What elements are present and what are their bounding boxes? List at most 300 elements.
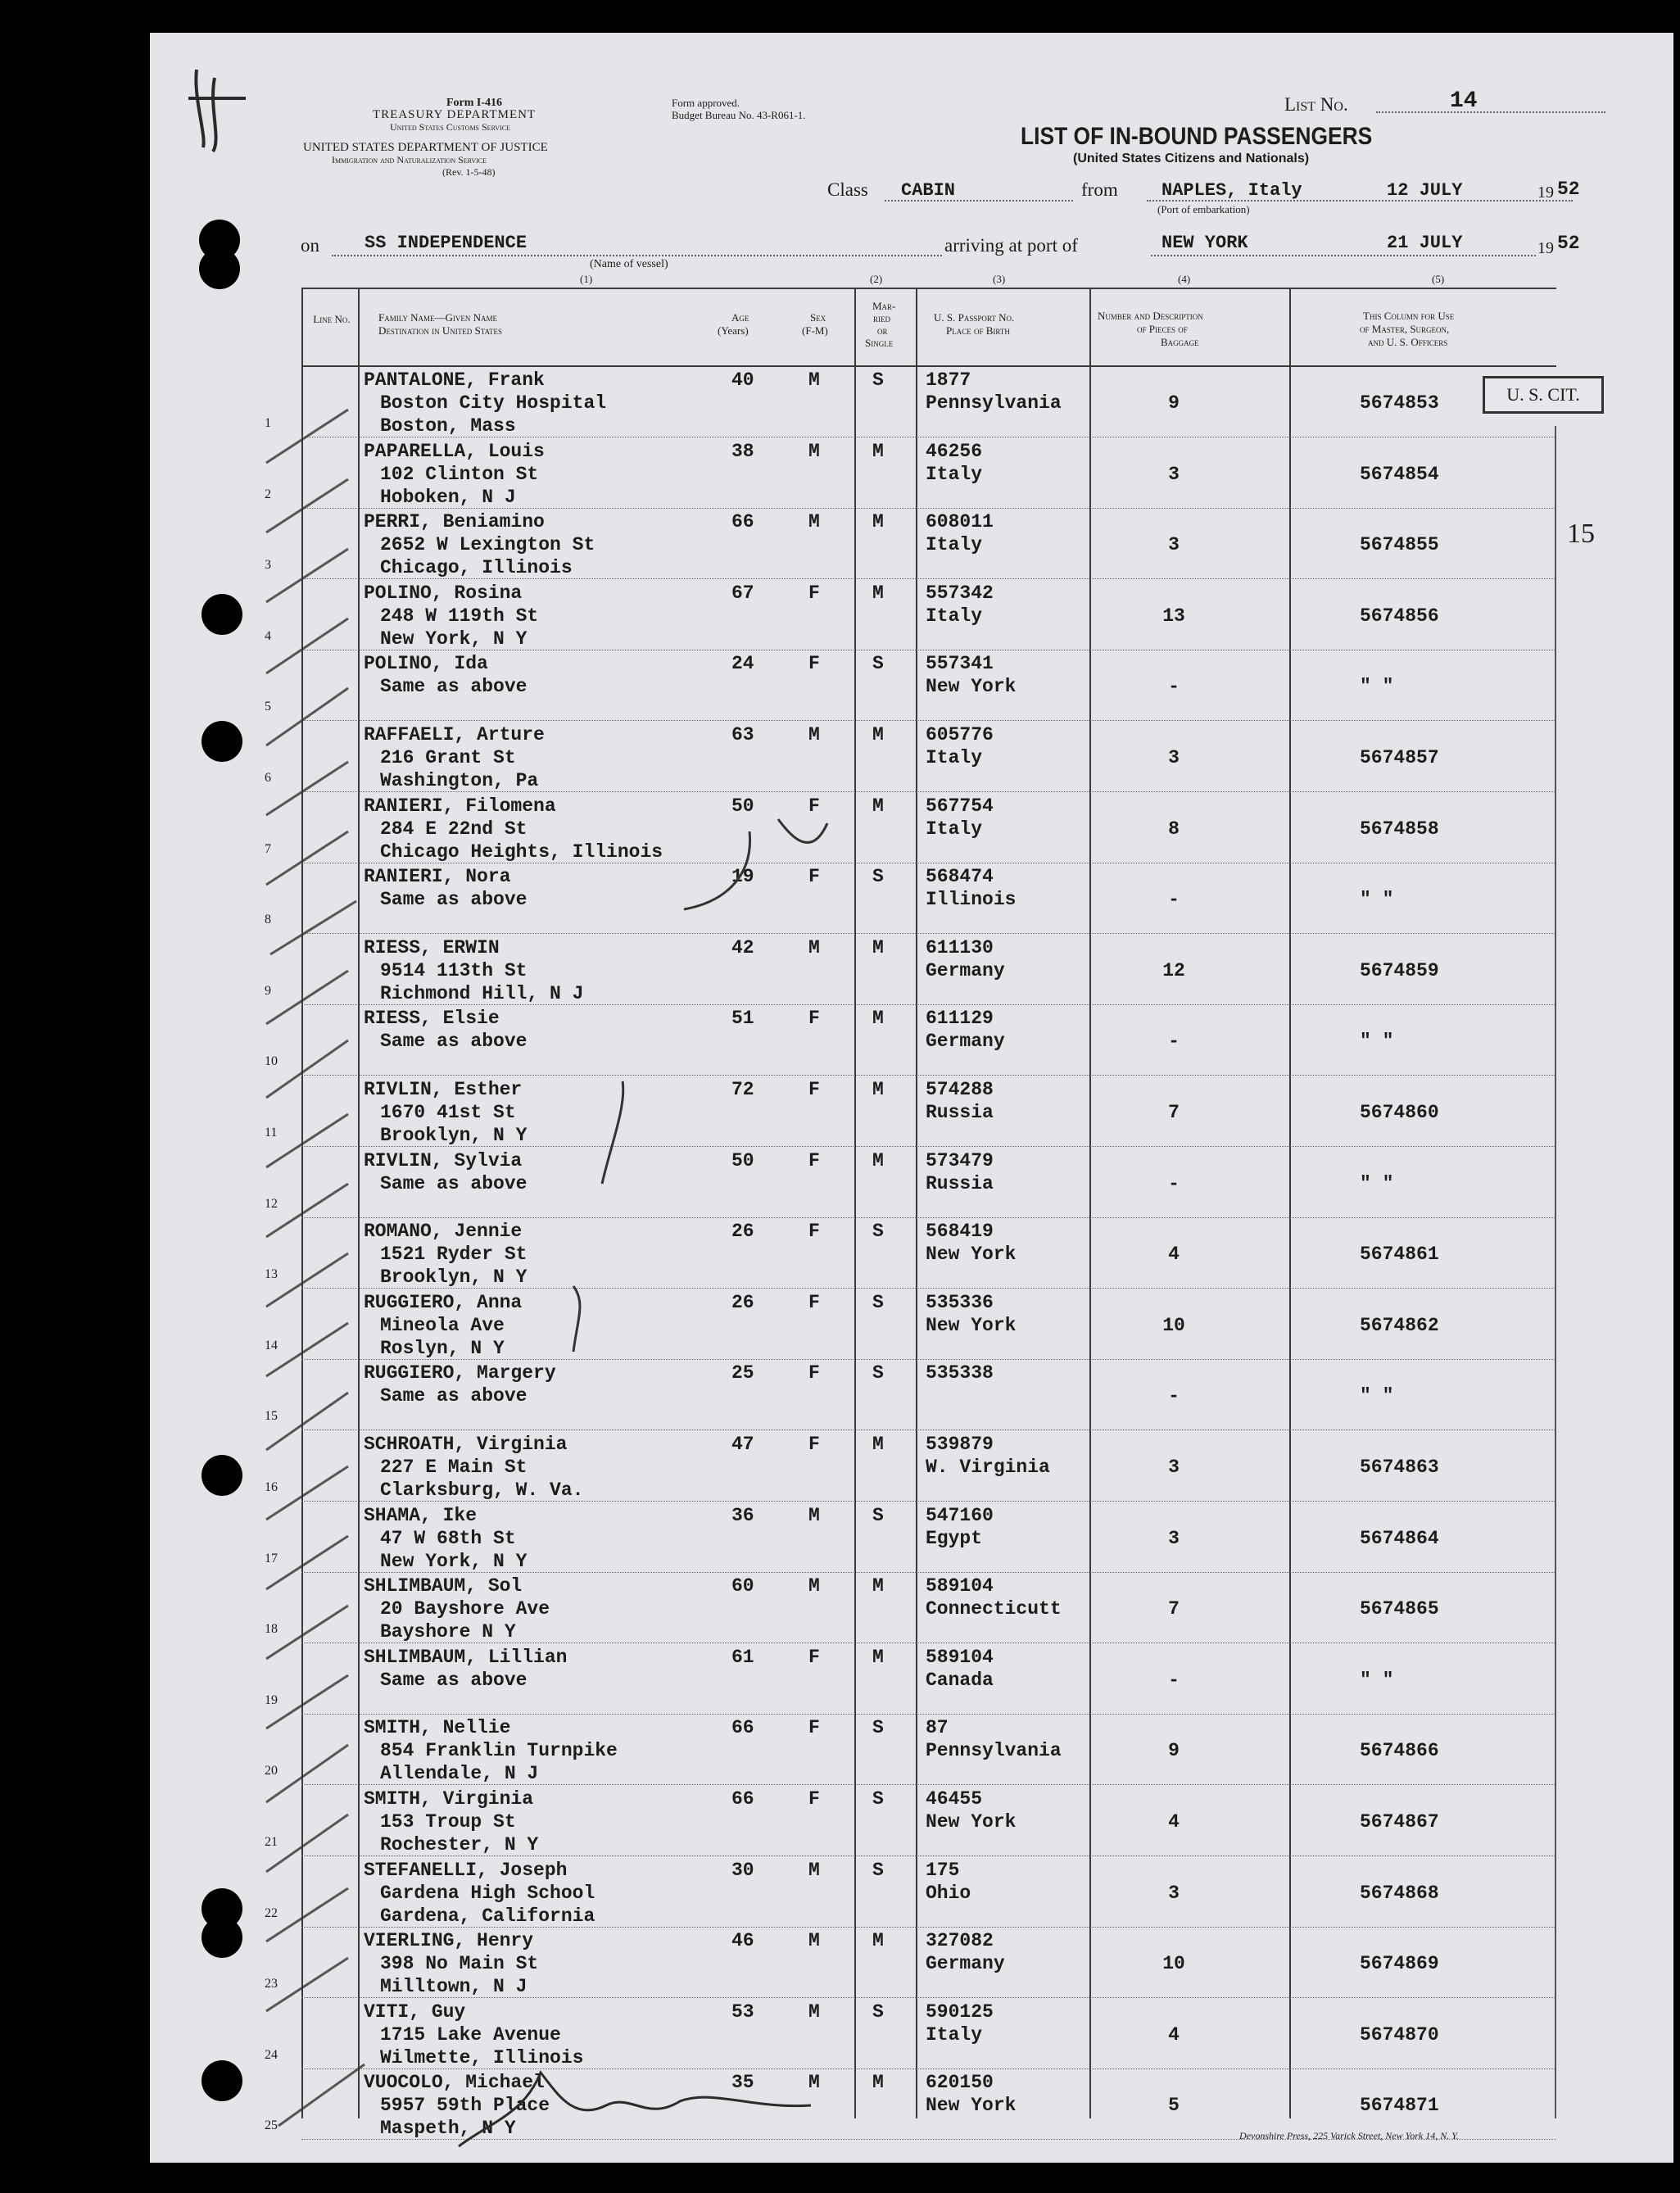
ins-service: Immigration and Naturalization Service: [332, 154, 487, 165]
marital-status: M: [872, 724, 884, 745]
us-cit-stamp: U. S. CIT.: [1483, 376, 1604, 414]
list-no-value: 14: [1450, 88, 1478, 114]
age: 46: [731, 1930, 754, 1952]
marital-status: S: [872, 1788, 884, 1810]
place-of-birth: Italy: [926, 605, 983, 627]
address-line-2: Chicago Heights, Illinois: [380, 840, 663, 863]
sex: M: [808, 1930, 820, 1952]
line-number: 24: [265, 2047, 278, 2062]
baggage-count: 7: [1168, 1598, 1180, 1620]
passport-number: 611129: [926, 1008, 994, 1030]
marital-status: M: [872, 440, 884, 462]
age: 24: [731, 653, 754, 675]
line-number: 21: [265, 1835, 278, 1849]
header-age: Age: [731, 311, 749, 324]
official-number: 5674863: [1360, 1457, 1439, 1478]
official-number: 5674862: [1360, 1314, 1439, 1336]
marital-status: M: [872, 511, 884, 533]
baggage-count: 3: [1168, 747, 1180, 768]
address-line-2: Rochester, N Y: [380, 1834, 539, 1855]
marital-status: S: [872, 2000, 884, 2023]
age: 50: [731, 1149, 754, 1171]
address-line-2: Brooklyn, N Y: [380, 1266, 528, 1289]
official-number: " ": [1360, 1031, 1394, 1053]
baggage-count: 3: [1168, 1527, 1180, 1549]
address-line-1: 1670 41st St: [380, 1102, 516, 1123]
baggage-count: 4: [1168, 1244, 1180, 1266]
address-line-1: 854 Franklin Turnpike: [380, 1740, 618, 1762]
age: 60: [731, 1575, 754, 1597]
passport-number: 539879: [926, 1434, 994, 1455]
address-line-1: 227 E Main St: [380, 1457, 528, 1478]
address-line-1: 102 Clinton St: [380, 463, 539, 485]
sex: F: [808, 1646, 820, 1668]
address-line-1: Same as above: [380, 1031, 528, 1053]
address-line-2: Gardena, California: [380, 1905, 595, 1927]
address-line-2: Wilmette, Illinois: [380, 2046, 584, 2068]
sex: F: [808, 653, 820, 675]
customs-service: United States Customs Service: [390, 121, 510, 133]
official-number: 5674865: [1360, 1598, 1439, 1620]
address-line-1: Same as above: [380, 676, 528, 698]
baggage-count: 7: [1168, 1102, 1180, 1123]
passenger-name: PAPARELLA, Louis: [364, 440, 545, 462]
line-number: 16: [265, 1480, 278, 1494]
sex: M: [808, 511, 820, 533]
address-line-1: 284 E 22nd St: [380, 818, 528, 840]
arrival-year: 52: [1557, 233, 1580, 254]
place-of-birth: Germany: [926, 1953, 1005, 1975]
place-of-birth: Russia: [926, 1102, 994, 1123]
vessel-note: (Name of vessel): [590, 258, 668, 270]
line-number: 12: [265, 1196, 278, 1211]
address-line-1: Same as above: [380, 1669, 528, 1691]
line-number: 18: [265, 1622, 278, 1637]
marital-status: S: [872, 1717, 884, 1739]
baggage-count: 13: [1162, 605, 1185, 627]
passport-number: 589104: [926, 1646, 994, 1668]
passenger-name: RUGGIERO, Anna: [364, 1291, 523, 1313]
baggage-count: 3: [1168, 463, 1180, 485]
baggage-count: 4: [1168, 1811, 1180, 1833]
from-year: 52: [1557, 179, 1580, 200]
line-number: 22: [265, 1905, 278, 1920]
age: 61: [731, 1646, 754, 1668]
address-line-2: Richmond Hill, N J: [380, 982, 584, 1004]
baggage-count: 10: [1162, 1953, 1185, 1975]
line-number: 14: [265, 1338, 278, 1353]
age: 72: [731, 1079, 754, 1100]
marital-status: M: [872, 1646, 884, 1668]
col-num-2: (2): [870, 273, 883, 285]
header-sex: Sex: [810, 311, 826, 324]
official-number: " ": [1360, 1669, 1394, 1691]
baggage-count: 5: [1168, 2095, 1180, 2117]
sex: F: [808, 1149, 820, 1171]
passenger-name: RANIERI, Nora: [364, 866, 511, 888]
baggage-count: 9: [1168, 1740, 1180, 1762]
official-number: 5674871: [1360, 2095, 1439, 2117]
address-line-1: 153 Troup St: [380, 1811, 516, 1833]
on-label: on: [301, 235, 319, 256]
header-single: Single: [865, 337, 894, 349]
age: 25: [731, 1362, 754, 1384]
marital-status: M: [872, 1008, 884, 1030]
col-num-4: (4): [1178, 273, 1191, 285]
passenger-name: SCHROATH, Virginia: [364, 1434, 568, 1455]
place-of-birth: Italy: [926, 463, 983, 485]
address-line-2: Chicago, Illinois: [380, 557, 573, 579]
sex: F: [808, 1362, 820, 1384]
passport-number: 590125: [926, 2000, 994, 2023]
place-of-birth: Pennsylvania: [926, 1740, 1062, 1762]
age: 38: [731, 440, 754, 462]
header-destination: Destination in United States: [378, 324, 503, 337]
baggage-count: 12: [1162, 959, 1185, 981]
official-number: 5674856: [1360, 605, 1439, 627]
address-line-2: Clarksburg, W. Va.: [380, 1479, 584, 1501]
age: 66: [731, 511, 754, 533]
sex: M: [808, 936, 820, 958]
passport-number: 557341: [926, 653, 994, 675]
passenger-name: STEFANELLI, Joseph: [364, 1859, 568, 1881]
address-line-1: Boston City Hospital: [380, 392, 607, 414]
sex: F: [808, 1434, 820, 1455]
sex: F: [808, 866, 820, 888]
header-passport: U. S. Passport No.: [934, 311, 1015, 324]
passport-number: 175: [926, 1859, 960, 1881]
sex: F: [808, 582, 820, 604]
sex: F: [808, 1291, 820, 1313]
passport-number: 327082: [926, 1930, 994, 1952]
place-of-birth: New York: [926, 1244, 1017, 1266]
official-number: 5674854: [1360, 463, 1439, 485]
sex: F: [808, 1717, 820, 1739]
passenger-name: SHLIMBAUM, Lillian: [364, 1646, 568, 1668]
address-line-1: 216 Grant St: [380, 747, 516, 768]
vessel-name: SS INDEPENDENCE: [365, 233, 528, 253]
address-line-1: 20 Bayshore Ave: [380, 1598, 550, 1620]
age: 26: [731, 1291, 754, 1313]
official-number: 5674864: [1360, 1527, 1439, 1549]
address-line-2: Bayshore N Y: [380, 1621, 516, 1643]
marital-status: S: [872, 653, 884, 675]
address-line-1: 1715 Lake Avenue: [380, 2023, 561, 2046]
place-of-birth: Germany: [926, 1031, 1005, 1053]
line-number: 23: [265, 1977, 278, 1991]
official-number: 5674870: [1360, 2023, 1439, 2046]
address-line-1: Same as above: [380, 889, 528, 911]
header-birthplace: Place of Birth: [946, 324, 1010, 337]
marital-status: M: [872, 1575, 884, 1597]
official-number: 5674853: [1360, 392, 1439, 414]
age: 36: [731, 1504, 754, 1526]
line-number: 6: [265, 771, 271, 785]
address-line-2: Hoboken, N J: [380, 486, 516, 508]
from-date: 12 JULY: [1387, 180, 1463, 201]
passenger-name: SHAMA, Ike: [364, 1504, 478, 1526]
header-baggage-3: Baggage: [1161, 336, 1199, 348]
age: 66: [731, 1788, 754, 1810]
marital-status: S: [872, 1504, 884, 1526]
form-approved: Form approved.: [672, 97, 740, 109]
passenger-name: RIVLIN, Esther: [364, 1079, 523, 1100]
baggage-count: -: [1168, 1172, 1180, 1194]
age: 50: [731, 795, 754, 817]
passport-number: 620150: [926, 2072, 994, 2094]
baggage-count: -: [1168, 1031, 1180, 1053]
place-of-birth: Italy: [926, 818, 983, 840]
passenger-name: RANIERI, Filomena: [364, 795, 556, 817]
line-number: 7: [265, 841, 271, 856]
official-number: 5674866: [1360, 1740, 1439, 1762]
line-number: 2: [265, 487, 271, 501]
port-embark-note: (Port of embarkation): [1157, 203, 1250, 215]
revision: (Rev. 1-5-48): [442, 166, 496, 178]
line-number: 4: [265, 628, 271, 643]
passport-number: 608011: [926, 511, 994, 533]
line-number: 15: [265, 1409, 278, 1424]
passenger-name: RIESS, ERWIN: [364, 936, 500, 958]
address-line-2: Allendale, N J: [380, 1763, 539, 1785]
sex: F: [808, 1079, 820, 1100]
marital-status: S: [872, 1362, 884, 1384]
address-line-2: Brooklyn, N Y: [380, 1125, 528, 1146]
passport-number: 46455: [926, 1788, 983, 1810]
place-of-birth: New York: [926, 1314, 1017, 1336]
address-line-1: Gardena High School: [380, 1882, 595, 1904]
line-number: 17: [265, 1551, 278, 1565]
baggage-count: -: [1168, 889, 1180, 911]
age: 63: [731, 724, 754, 745]
form-title: LIST OF IN-BOUND PASSENGERS: [1021, 123, 1373, 150]
class-value: CABIN: [901, 180, 956, 201]
header-official: This Column for Use: [1363, 310, 1455, 322]
line-number: 3: [265, 558, 271, 573]
official-number: 5674868: [1360, 1882, 1439, 1904]
marital-status: M: [872, 1149, 884, 1171]
sex: F: [808, 795, 820, 817]
place-of-birth: W. Virginia: [926, 1457, 1050, 1478]
header-married-3: or: [877, 324, 888, 337]
baggage-count: -: [1168, 676, 1180, 698]
check-marks: [266, 410, 365, 2126]
passenger-name: RUGGIERO, Margery: [364, 1362, 556, 1384]
sex: M: [808, 724, 820, 745]
official-number: 5674859: [1360, 959, 1439, 981]
address-line-2: Maspeth, N Y: [380, 2118, 516, 2140]
line-number: 10: [265, 1054, 278, 1069]
address-line-1: 5957 59th Place: [380, 2095, 550, 2117]
age: 51: [731, 1008, 754, 1030]
passenger-name: POLINO, Rosina: [364, 582, 523, 604]
from-port: NAPLES, Italy: [1162, 180, 1302, 201]
marital-status: M: [872, 936, 884, 958]
header-sex-fm: (F-M): [802, 324, 828, 337]
arrival-date: 21 JULY: [1387, 233, 1463, 253]
baggage-count: -: [1168, 1669, 1180, 1691]
place-of-birth: Germany: [926, 959, 1005, 981]
marital-status: S: [872, 1859, 884, 1881]
passport-number: 568474: [926, 866, 994, 888]
sex: M: [808, 369, 820, 391]
place-of-birth: New York: [926, 1811, 1017, 1833]
marital-status: M: [872, 582, 884, 604]
age: 66: [731, 1717, 754, 1739]
address-line-1: 2652 W Lexington St: [380, 534, 595, 556]
passenger-name: SHLIMBAUM, Sol: [364, 1575, 523, 1597]
line-number: 19: [265, 1692, 278, 1707]
line-number: 1: [265, 416, 271, 430]
address-line-1: Same as above: [380, 1172, 528, 1194]
marital-status: S: [872, 369, 884, 391]
handwritten-signature: [459, 2073, 811, 2146]
place-of-birth: Connecticutt: [926, 1598, 1062, 1620]
place-of-birth: Pennsylvania: [926, 392, 1062, 414]
passenger-name: PERRI, Beniamino: [364, 511, 545, 533]
baggage-count: 9: [1168, 392, 1180, 414]
passenger-name: RIVLIN, Sylvia: [364, 1149, 523, 1171]
address-line-2: New York, N Y: [380, 1550, 528, 1572]
official-number: 5674858: [1360, 818, 1439, 840]
passenger-name: VITI, Guy: [364, 2000, 466, 2023]
justice-dept: UNITED STATES DEPARTMENT OF JUSTICE: [303, 141, 548, 154]
age: 47: [731, 1434, 754, 1455]
form-subtitle: (United States Citizens and Nationals): [1073, 152, 1310, 165]
passenger-name: SMITH, Virginia: [364, 1788, 534, 1810]
place-of-birth: Russia: [926, 1172, 994, 1194]
marital-status: S: [872, 866, 884, 888]
header-baggage-2: of Pieces of: [1137, 323, 1188, 335]
address-line-2: Washington, Pa: [380, 770, 539, 791]
passport-number: 535336: [926, 1291, 994, 1313]
official-number: 5674867: [1360, 1811, 1439, 1833]
marital-status: M: [872, 1930, 884, 1952]
line-number: 25: [265, 2118, 278, 2133]
address-line-1: Mineola Ave: [380, 1314, 505, 1336]
marital-status: M: [872, 2072, 884, 2094]
passport-number: 573479: [926, 1149, 994, 1171]
passport-number: 567754: [926, 795, 994, 817]
passport-number: 589104: [926, 1575, 994, 1597]
passport-number: 574288: [926, 1079, 994, 1100]
place-of-birth: Italy: [926, 2023, 983, 2046]
passport-number: 547160: [926, 1504, 994, 1526]
age: 53: [731, 2000, 754, 2023]
passport-number: 1877: [926, 369, 971, 391]
age: 40: [731, 369, 754, 391]
age: 42: [731, 936, 754, 958]
passport-number: 611130: [926, 936, 994, 958]
from-year-prefix: 19: [1537, 184, 1554, 202]
baggage-count: 4: [1168, 2023, 1180, 2046]
line-number: 20: [265, 1764, 278, 1778]
class-label: Class: [827, 179, 868, 200]
line-number: 5: [265, 700, 271, 714]
passenger-name: SMITH, Nellie: [364, 1717, 511, 1739]
sex: F: [808, 1008, 820, 1030]
address-line-1: 47 W 68th St: [380, 1527, 516, 1549]
age: 30: [731, 1859, 754, 1881]
place-of-birth: Illinois: [926, 889, 1017, 911]
address-line-2: New York, N Y: [380, 628, 528, 650]
list-no-label: List No.: [1284, 94, 1348, 115]
passenger-name: RIESS, Elsie: [364, 1008, 500, 1030]
header-name: Family Name—Given Name: [378, 311, 497, 324]
passenger-name: PANTALONE, Frank: [364, 369, 545, 391]
address-line-2: Boston, Mass: [380, 415, 516, 437]
from-label: from: [1081, 179, 1118, 200]
official-number: " ": [1360, 889, 1394, 911]
age: 67: [731, 582, 754, 604]
official-number: 5674860: [1360, 1102, 1439, 1123]
age: 35: [731, 2072, 754, 2094]
official-number: " ": [1360, 676, 1394, 698]
passport-number: 535338: [926, 1362, 994, 1384]
sex: M: [808, 440, 820, 462]
passport-number: 46256: [926, 440, 983, 462]
baggage-count: 8: [1168, 818, 1180, 840]
header-age-years: (Years): [718, 324, 749, 337]
official-number: 5674869: [1360, 1953, 1439, 1975]
sex: F: [808, 1221, 820, 1243]
address-line-1: 9514 113th St: [380, 959, 528, 981]
age: 26: [731, 1221, 754, 1243]
line-number: 13: [265, 1267, 278, 1282]
place-of-birth: Italy: [926, 747, 983, 768]
address-line-1: Same as above: [380, 1385, 528, 1407]
marital-status: M: [872, 1434, 884, 1455]
official-number: 5674857: [1360, 747, 1439, 768]
header-married-2: ried: [873, 312, 890, 324]
official-number: " ": [1360, 1385, 1394, 1407]
margin-page-number: 15: [1567, 519, 1595, 549]
address-line-1: 1521 Ryder St: [380, 1244, 528, 1266]
place-of-birth: Egypt: [926, 1527, 983, 1549]
form-number: Form I-416: [446, 97, 503, 109]
header-official-3: and U. S. Officers: [1368, 336, 1448, 348]
passport-number: 557342: [926, 582, 994, 604]
passenger-name: VIERLING, Henry: [364, 1930, 534, 1952]
address-line-2: Roslyn, N Y: [380, 1337, 505, 1359]
passenger-name: VUOCOLO, Michael: [364, 2072, 545, 2094]
treasury-dept: TREASURY DEPARTMENT: [373, 108, 537, 121]
age: 19: [731, 866, 754, 888]
place-of-birth: Italy: [926, 534, 983, 556]
col-num-3: (3): [993, 273, 1006, 285]
official-number: 5674855: [1360, 534, 1439, 556]
marital-status: S: [872, 1221, 884, 1243]
sex: M: [808, 1859, 820, 1881]
passport-number: 605776: [926, 724, 994, 745]
marital-status: M: [872, 795, 884, 817]
marital-status: S: [872, 1291, 884, 1313]
official-number: " ": [1360, 1172, 1394, 1194]
baggage-count: -: [1168, 1385, 1180, 1407]
line-number: 9: [265, 983, 271, 998]
header-married: Mar-: [872, 300, 896, 312]
arrival-year-prefix: 19: [1537, 239, 1554, 257]
baggage-count: 10: [1162, 1314, 1185, 1336]
marital-status: M: [872, 1079, 884, 1100]
place-of-birth: Canada: [926, 1669, 994, 1691]
line-number: 8: [265, 913, 271, 927]
place-of-birth: New York: [926, 2095, 1017, 2117]
sex: M: [808, 1575, 820, 1597]
budget-bureau: Budget Bureau No. 43-R061-1.: [672, 109, 806, 121]
line-number: 11: [265, 1126, 278, 1140]
arrival-port: NEW YORK: [1162, 233, 1248, 253]
